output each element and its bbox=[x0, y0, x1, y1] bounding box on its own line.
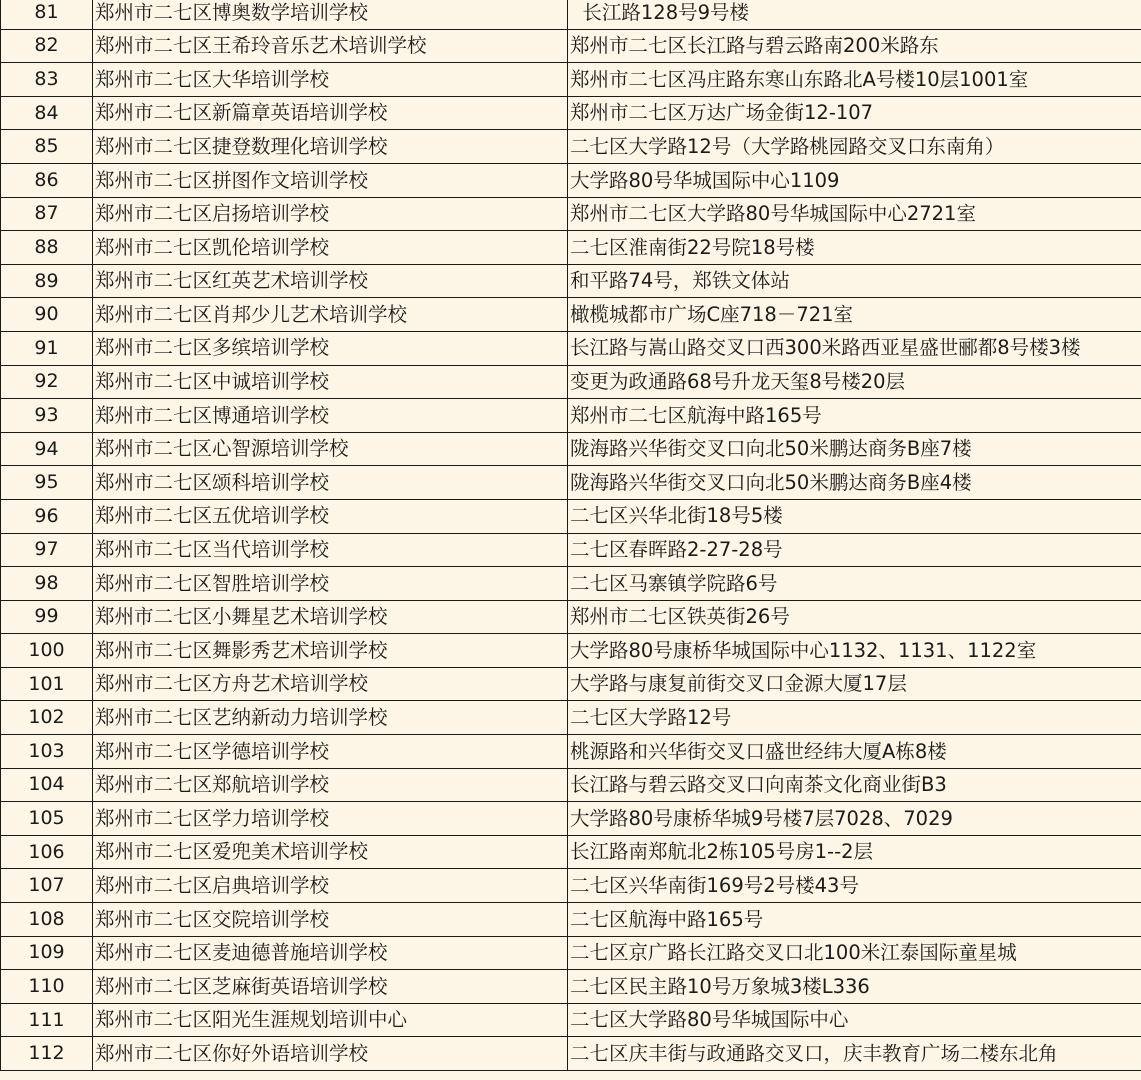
address-cell[interactable]: 长江路与碧云路交叉口向南茶文化商业街B3 bbox=[568, 768, 1141, 802]
row-number-cell[interactable]: 105 bbox=[1, 802, 93, 836]
row-number-cell[interactable]: 103 bbox=[1, 735, 93, 769]
school-name-cell[interactable]: 郑州市二七区大华培训学校 bbox=[93, 63, 568, 97]
school-name-cell[interactable]: 郑州市二七区王希玲音乐艺术培训学校 bbox=[93, 29, 568, 63]
table-row bbox=[1, 197, 1141, 231]
address-cell[interactable]: 二七区春晖路2-27-28号 bbox=[568, 533, 1141, 567]
school-name-cell[interactable]: 郑州市二七区凯伦培训学校 bbox=[93, 231, 568, 265]
school-name-cell[interactable]: 郑州市二七区交院培训学校 bbox=[93, 903, 568, 937]
table-row bbox=[1, 903, 1141, 937]
address-cell[interactable]: 二七区庆丰街与政通路交叉口，庆丰教育广场二楼东北角 bbox=[568, 1037, 1141, 1071]
address-cell[interactable]: 二七区大学路80号华城国际中心 bbox=[568, 1003, 1141, 1037]
table-row bbox=[1, 163, 1141, 197]
table-row bbox=[1, 701, 1141, 735]
row-number-cell[interactable]: 99 bbox=[1, 600, 93, 634]
address-cell[interactable]: 和平路74号，郑铁文体站 bbox=[568, 264, 1141, 298]
table-row bbox=[1, 567, 1141, 601]
table-row bbox=[1, 533, 1141, 567]
school-name-cell[interactable]: 郑州市二七区阳光生涯规划培训中心 bbox=[93, 1003, 568, 1037]
school-name-cell[interactable]: 郑州市二七区学德培训学校 bbox=[93, 735, 568, 769]
row-number-cell[interactable]: 111 bbox=[1, 1003, 93, 1037]
school-name-cell[interactable]: 郑州市二七区芝麻街英语培训学校 bbox=[93, 970, 568, 1004]
address-cell[interactable]: 变更为政通路68号升龙天玺8号楼20层 bbox=[568, 365, 1141, 399]
school-name-cell[interactable]: 郑州市二七区多缤培训学校 bbox=[93, 331, 568, 365]
table-row bbox=[1, 399, 1141, 433]
row-number-cell[interactable]: 94 bbox=[1, 432, 93, 466]
address-cell[interactable]: 长江路与嵩山路交叉口西300米路西亚星盛世郦都8号楼3楼 bbox=[568, 331, 1141, 365]
row-number-cell[interactable]: 83 bbox=[1, 63, 93, 97]
row-number-cell[interactable]: 100 bbox=[1, 634, 93, 668]
address-cell[interactable]: 陇海路兴华街交叉口向北50米鹏达商务B座4楼 bbox=[568, 466, 1141, 500]
row-number-cell[interactable]: 90 bbox=[1, 298, 93, 332]
row-number-cell[interactable]: 87 bbox=[1, 197, 93, 231]
school-name-cell[interactable]: 郑州市二七区颂科培训学校 bbox=[93, 466, 568, 500]
address-cell[interactable]: 二七区民主路10号万象城3楼L336 bbox=[568, 970, 1141, 1004]
row-number-cell[interactable]: 104 bbox=[1, 768, 93, 802]
school-name-cell[interactable]: 郑州市二七区学力培训学校 bbox=[93, 802, 568, 836]
row-number-cell[interactable]: 91 bbox=[1, 331, 93, 365]
school-name-cell[interactable]: 郑州市二七区拼图作文培训学校 bbox=[93, 163, 568, 197]
row-number-cell[interactable]: 97 bbox=[1, 533, 93, 567]
school-name-cell[interactable]: 郑州市二七区爱兜美术培训学校 bbox=[93, 835, 568, 869]
address-cell[interactable]: 桃源路和兴华街交叉口盛世经纬大厦A栋8楼 bbox=[568, 735, 1141, 769]
table-row bbox=[1, 869, 1141, 903]
table-row bbox=[1, 29, 1141, 63]
row-number-cell[interactable]: 85 bbox=[1, 130, 93, 164]
table-row bbox=[1, 802, 1141, 836]
address-cell[interactable]: 郑州市二七区铁英街26号 bbox=[568, 600, 1141, 634]
table-row bbox=[1, 667, 1141, 701]
table-body bbox=[1, 0, 1141, 1071]
row-number-cell[interactable]: 112 bbox=[1, 1037, 93, 1071]
school-name-cell[interactable]: 郑州市二七区肖邦少儿艺术培训学校 bbox=[93, 298, 568, 332]
school-name-cell[interactable]: 郑州市二七区新篇章英语培训学校 bbox=[93, 96, 568, 130]
table-row bbox=[1, 96, 1141, 130]
school-name-cell[interactable]: 郑州市二七区方舟艺术培训学校 bbox=[93, 667, 568, 701]
table-row bbox=[1, 63, 1141, 97]
address-cell[interactable]: 二七区淮南街22号院18号楼 bbox=[568, 231, 1141, 265]
school-name-cell[interactable]: 郑州市二七区启典培训学校 bbox=[93, 869, 568, 903]
row-number-cell[interactable]: 110 bbox=[1, 970, 93, 1004]
address-cell[interactable]: 大学路与康复前街交叉口金源大厦17层 bbox=[568, 667, 1141, 701]
row-number-cell[interactable]: 96 bbox=[1, 499, 93, 533]
table-row bbox=[1, 0, 1141, 29]
school-name-cell[interactable]: 郑州市二七区麦迪德普施培训学校 bbox=[93, 936, 568, 970]
table-row bbox=[1, 768, 1141, 802]
address-cell[interactable]: 大学路80号康桥华城9号楼7层7028、7029 bbox=[568, 802, 1141, 836]
row-number-cell[interactable]: 107 bbox=[1, 869, 93, 903]
table-row bbox=[1, 231, 1141, 265]
school-name-cell[interactable]: 郑州市二七区当代培训学校 bbox=[93, 533, 568, 567]
table-row bbox=[1, 432, 1141, 466]
address-cell[interactable]: 二七区京广路长江路交叉口北100米江泰国际童星城 bbox=[568, 936, 1141, 970]
table-row bbox=[1, 970, 1141, 1004]
school-name-cell[interactable]: 郑州市二七区你好外语培训学校 bbox=[93, 1037, 568, 1071]
school-name-cell[interactable]: 郑州市二七区郑航培训学校 bbox=[93, 768, 568, 802]
table-row bbox=[1, 298, 1141, 332]
address-cell[interactable]: 郑州市二七区大学路80号华城国际中心2721室 bbox=[568, 197, 1141, 231]
address-cell[interactable]: 郑州市二七区长江路与碧云路南200米路东 bbox=[568, 29, 1141, 63]
row-number-cell[interactable]: 86 bbox=[1, 163, 93, 197]
table-row bbox=[1, 365, 1141, 399]
school-name-cell[interactable]: 郑州市二七区红英艺术培训学校 bbox=[93, 264, 568, 298]
table-row bbox=[1, 130, 1141, 164]
row-number-cell[interactable]: 92 bbox=[1, 365, 93, 399]
table-row bbox=[1, 1037, 1141, 1071]
address-cell[interactable]: 郑州市二七区航海中路165号 bbox=[568, 399, 1141, 433]
table-row bbox=[1, 936, 1141, 970]
address-cell[interactable]: 大学路80号康桥华城国际中心1132、1131、1122室 bbox=[568, 634, 1141, 668]
school-name-cell[interactable]: 郑州市二七区博通培训学校 bbox=[93, 399, 568, 433]
address-cell[interactable]: 陇海路兴华街交叉口向北50米鹏达商务B座7楼 bbox=[568, 432, 1141, 466]
school-name-cell[interactable]: 郑州市二七区启扬培训学校 bbox=[93, 197, 568, 231]
address-cell[interactable]: 橄榄城都市广场C座718－721室 bbox=[568, 298, 1141, 332]
row-number-cell[interactable]: 89 bbox=[1, 264, 93, 298]
row-number-cell[interactable]: 93 bbox=[1, 399, 93, 433]
school-name-cell[interactable]: 郑州市二七区捷登数理化培训学校 bbox=[93, 130, 568, 164]
row-number-cell[interactable]: 102 bbox=[1, 701, 93, 735]
table-row bbox=[1, 264, 1141, 298]
row-number-cell[interactable]: 108 bbox=[1, 903, 93, 937]
address-cell[interactable]: 郑州市二七区万达广场金街12-107 bbox=[568, 96, 1141, 130]
address-cell[interactable]: 二七区马寨镇学院路6号 bbox=[568, 567, 1141, 601]
school-name-cell[interactable]: 郑州市二七区中诚培训学校 bbox=[93, 365, 568, 399]
table-row bbox=[1, 600, 1141, 634]
school-name-cell[interactable]: 郑州市二七区心智源培训学校 bbox=[93, 432, 568, 466]
address-cell[interactable]: 二七区兴华南街169号2号楼43号 bbox=[568, 869, 1141, 903]
table-row bbox=[1, 835, 1141, 869]
table-row bbox=[1, 1003, 1141, 1037]
address-cell[interactable]: 二七区大学路12号（大学路桃园路交叉口东南角） bbox=[568, 130, 1141, 164]
school-name-cell[interactable]: 郑州市二七区博奥数学培训学校 bbox=[93, 0, 568, 29]
table-row bbox=[1, 499, 1141, 533]
address-cell[interactable]: 二七区兴华北街18号5楼 bbox=[568, 499, 1141, 533]
row-number-cell[interactable]: 84 bbox=[1, 96, 93, 130]
address-cell[interactable]: 二七区大学路12号 bbox=[568, 701, 1141, 735]
table-row bbox=[1, 466, 1141, 500]
school-name-cell[interactable]: 郑州市二七区艺纳新动力培训学校 bbox=[93, 701, 568, 735]
table-row bbox=[1, 735, 1141, 769]
school-name-cell[interactable]: 郑州市二七区舞影秀艺术培训学校 bbox=[93, 634, 568, 668]
school-name-cell[interactable]: 郑州市二七区五优培训学校 bbox=[93, 499, 568, 533]
address-cell[interactable]: 长江路128号9号楼 bbox=[568, 0, 1141, 29]
address-cell[interactable]: 大学路80号华城国际中心1109 bbox=[568, 163, 1141, 197]
table-row bbox=[1, 331, 1141, 365]
row-number-cell[interactable]: 81 bbox=[1, 0, 93, 29]
row-number-cell[interactable]: 82 bbox=[1, 29, 93, 63]
row-number-cell[interactable]: 88 bbox=[1, 231, 93, 265]
row-number-cell[interactable]: 109 bbox=[1, 936, 93, 970]
row-number-cell[interactable]: 101 bbox=[1, 667, 93, 701]
address-cell[interactable]: 长江路南郑航北2栋105号房1--2层 bbox=[568, 835, 1141, 869]
row-number-cell[interactable]: 98 bbox=[1, 567, 93, 601]
address-cell[interactable]: 二七区航海中路165号 bbox=[568, 903, 1141, 937]
row-number-cell[interactable]: 106 bbox=[1, 835, 93, 869]
school-name-cell[interactable]: 郑州市二七区小舞星艺术培训学校 bbox=[93, 600, 568, 634]
school-name-cell[interactable]: 郑州市二七区智胜培训学校 bbox=[93, 567, 568, 601]
table-row bbox=[1, 634, 1141, 668]
address-cell[interactable]: 郑州市二七区冯庄路东寒山东路北A号楼10层1001室 bbox=[568, 63, 1141, 97]
row-number-cell[interactable]: 95 bbox=[1, 466, 93, 500]
